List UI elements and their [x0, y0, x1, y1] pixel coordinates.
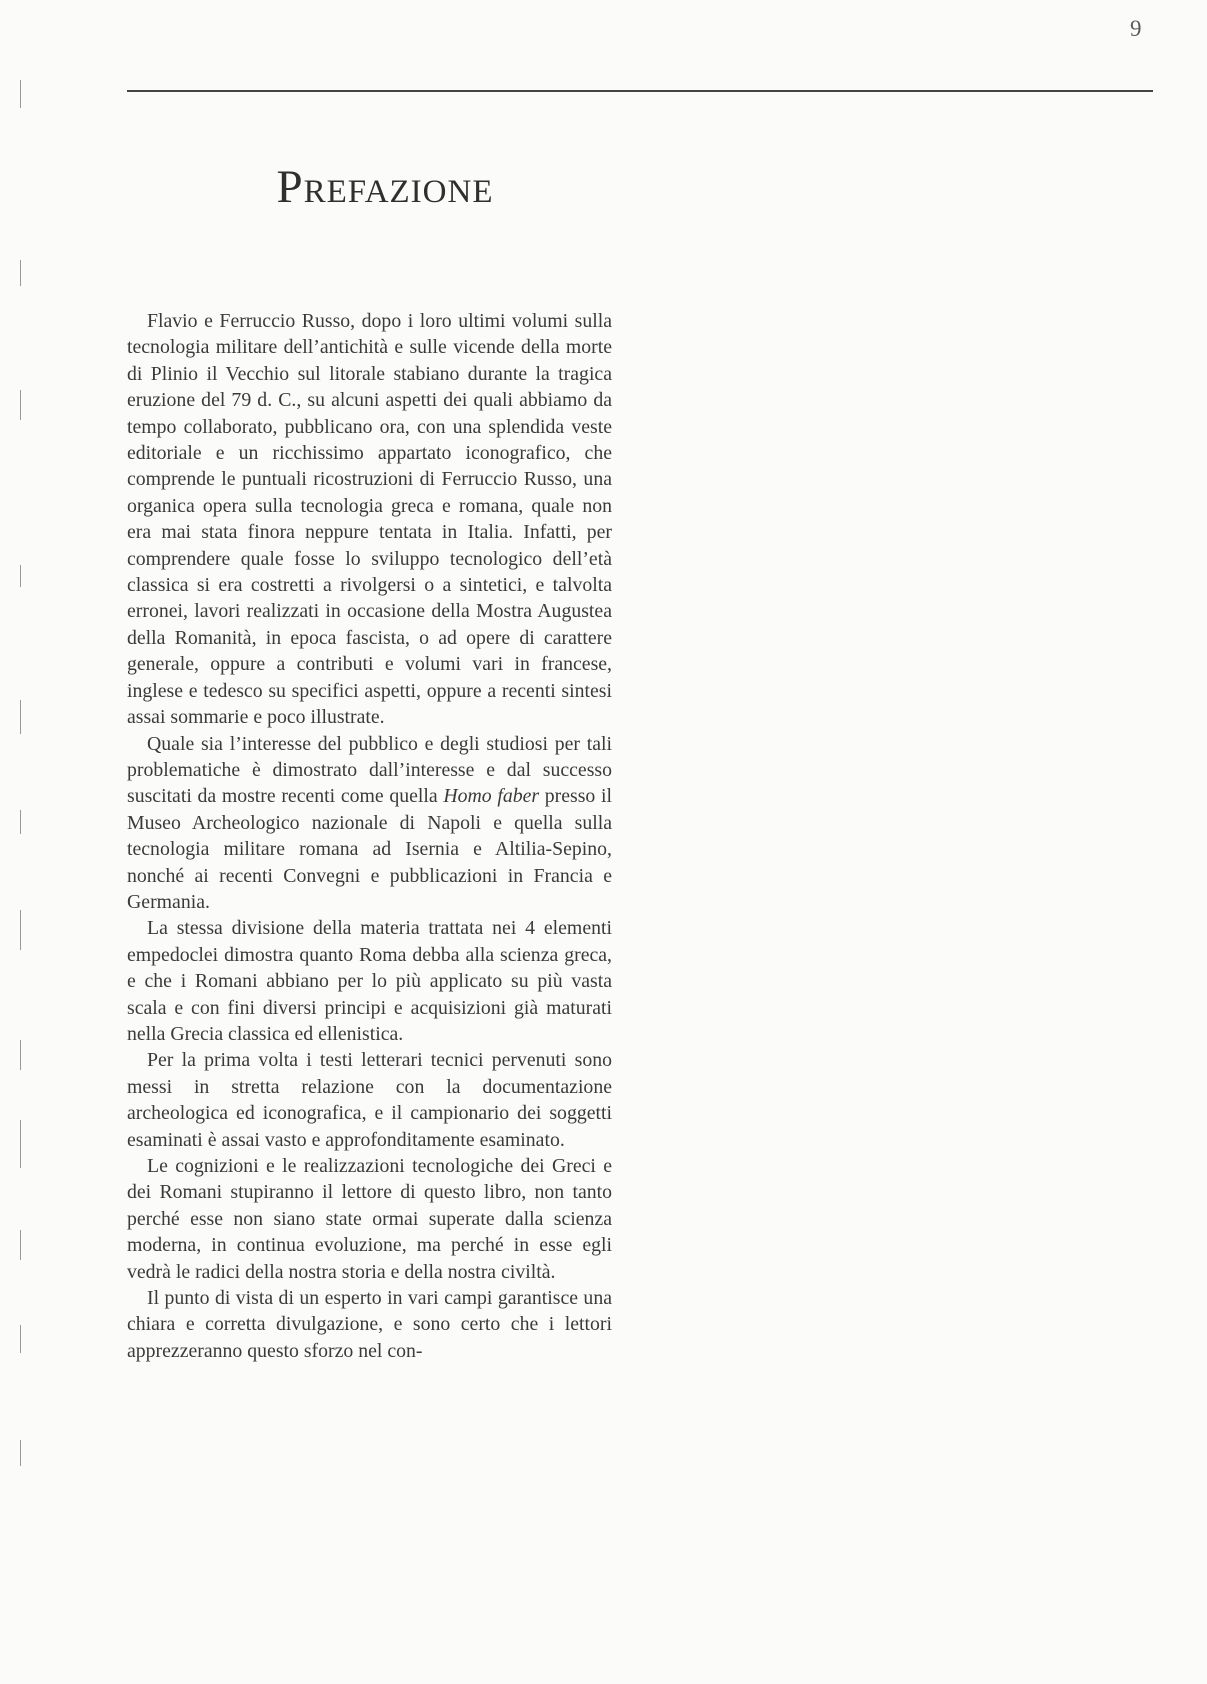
italic-title: Homo faber [443, 785, 540, 808]
paragraph: Flavio e Ferruccio Russo, dopo i loro ultimi volumi sulla tecnologia militare dell’antichità e sulle vicende della morte di Plinio il Vecchio sul litorale stabiano durante la tragica eruzione del 79 d. C., su alcuni aspetti dei quali abbiamo da tempo collaborato, pubblicano ora, con una splendida veste editoriale e un ricchissimo appartato iconografico, che comprende le puntuali ricostruzioni di Ferruccio Russo, una organica opera sulla tecnologia greca e romana, quale non era mai stata finora neppure tentata in Italia. Infatti, per comprendere quale fosse lo sviluppo tecnologico dell’età classica si era costretti a rivolgersi o a sintetici, e talvolta erronei, lavori realizzati in occasione della Mostra Augustea della Romanità, in epoca fascista, o ad opere di carattere generale, oppure a contributi e volumi vari in francese, inglese e tedesco su specifici aspetti, oppure a recenti sintesi assai sommarie e poco illustrate. [127, 310, 612, 729]
header-rule [127, 90, 1153, 92]
paragraph: Le cognizioni e le realizzazioni tecnologiche dei Greci e dei Romani stupiranno il lettore di questo libro, non tanto perché esse non siano state ormai superate dalla scienza moderna, in continua evoluzione, ma perché in esse egli vedrà le radici della nostra storia e della nostra civiltà. [127, 1155, 612, 1283]
binding-edge-marks [20, 80, 24, 1580]
paragraph: La stessa divisione della materia trattata nei 4 elementi empedoclei dimostra quanto Roma debba alla scienza greca, e che i Romani abbiano per lo più applicato su più vasta scala e con fini diversi principi e acquisizioni già maturati nella Grecia classica ed ellenistica. [127, 917, 612, 1045]
body-text [127, 308, 612, 1364]
paragraph: Quale sia l’interesse del pubblico e degli studiosi per tali problematiche è dimostrato dall’interesse e dal successo suscitati da mostre recenti come quella Homo faber presso il Museo Archeologico nazionale di Napoli e quella sulla tecnologia militare romana ad Isernia e Altilia-Sepino, nonché ai recenti Convegni e pubblicazioni in Francia e Germania. [127, 732, 612, 913]
paragraph: Il punto di vista di un esperto in vari campi garantisce una chiara e corretta divulgazione, e sono certo che i lettori apprezzeranno questo sforzo nel con- [127, 1287, 612, 1362]
page-title: Prefazione [276, 161, 494, 213]
page-number: 9 [1130, 16, 1142, 41]
paragraph: Per la prima volta i testi letterari tecnici pervenuti sono messi in stretta relazione con la documentazione archeologica ed iconografica, e il campionario dei soggetti esaminati è assai vasto e approfonditamente esaminato. [127, 1049, 612, 1151]
